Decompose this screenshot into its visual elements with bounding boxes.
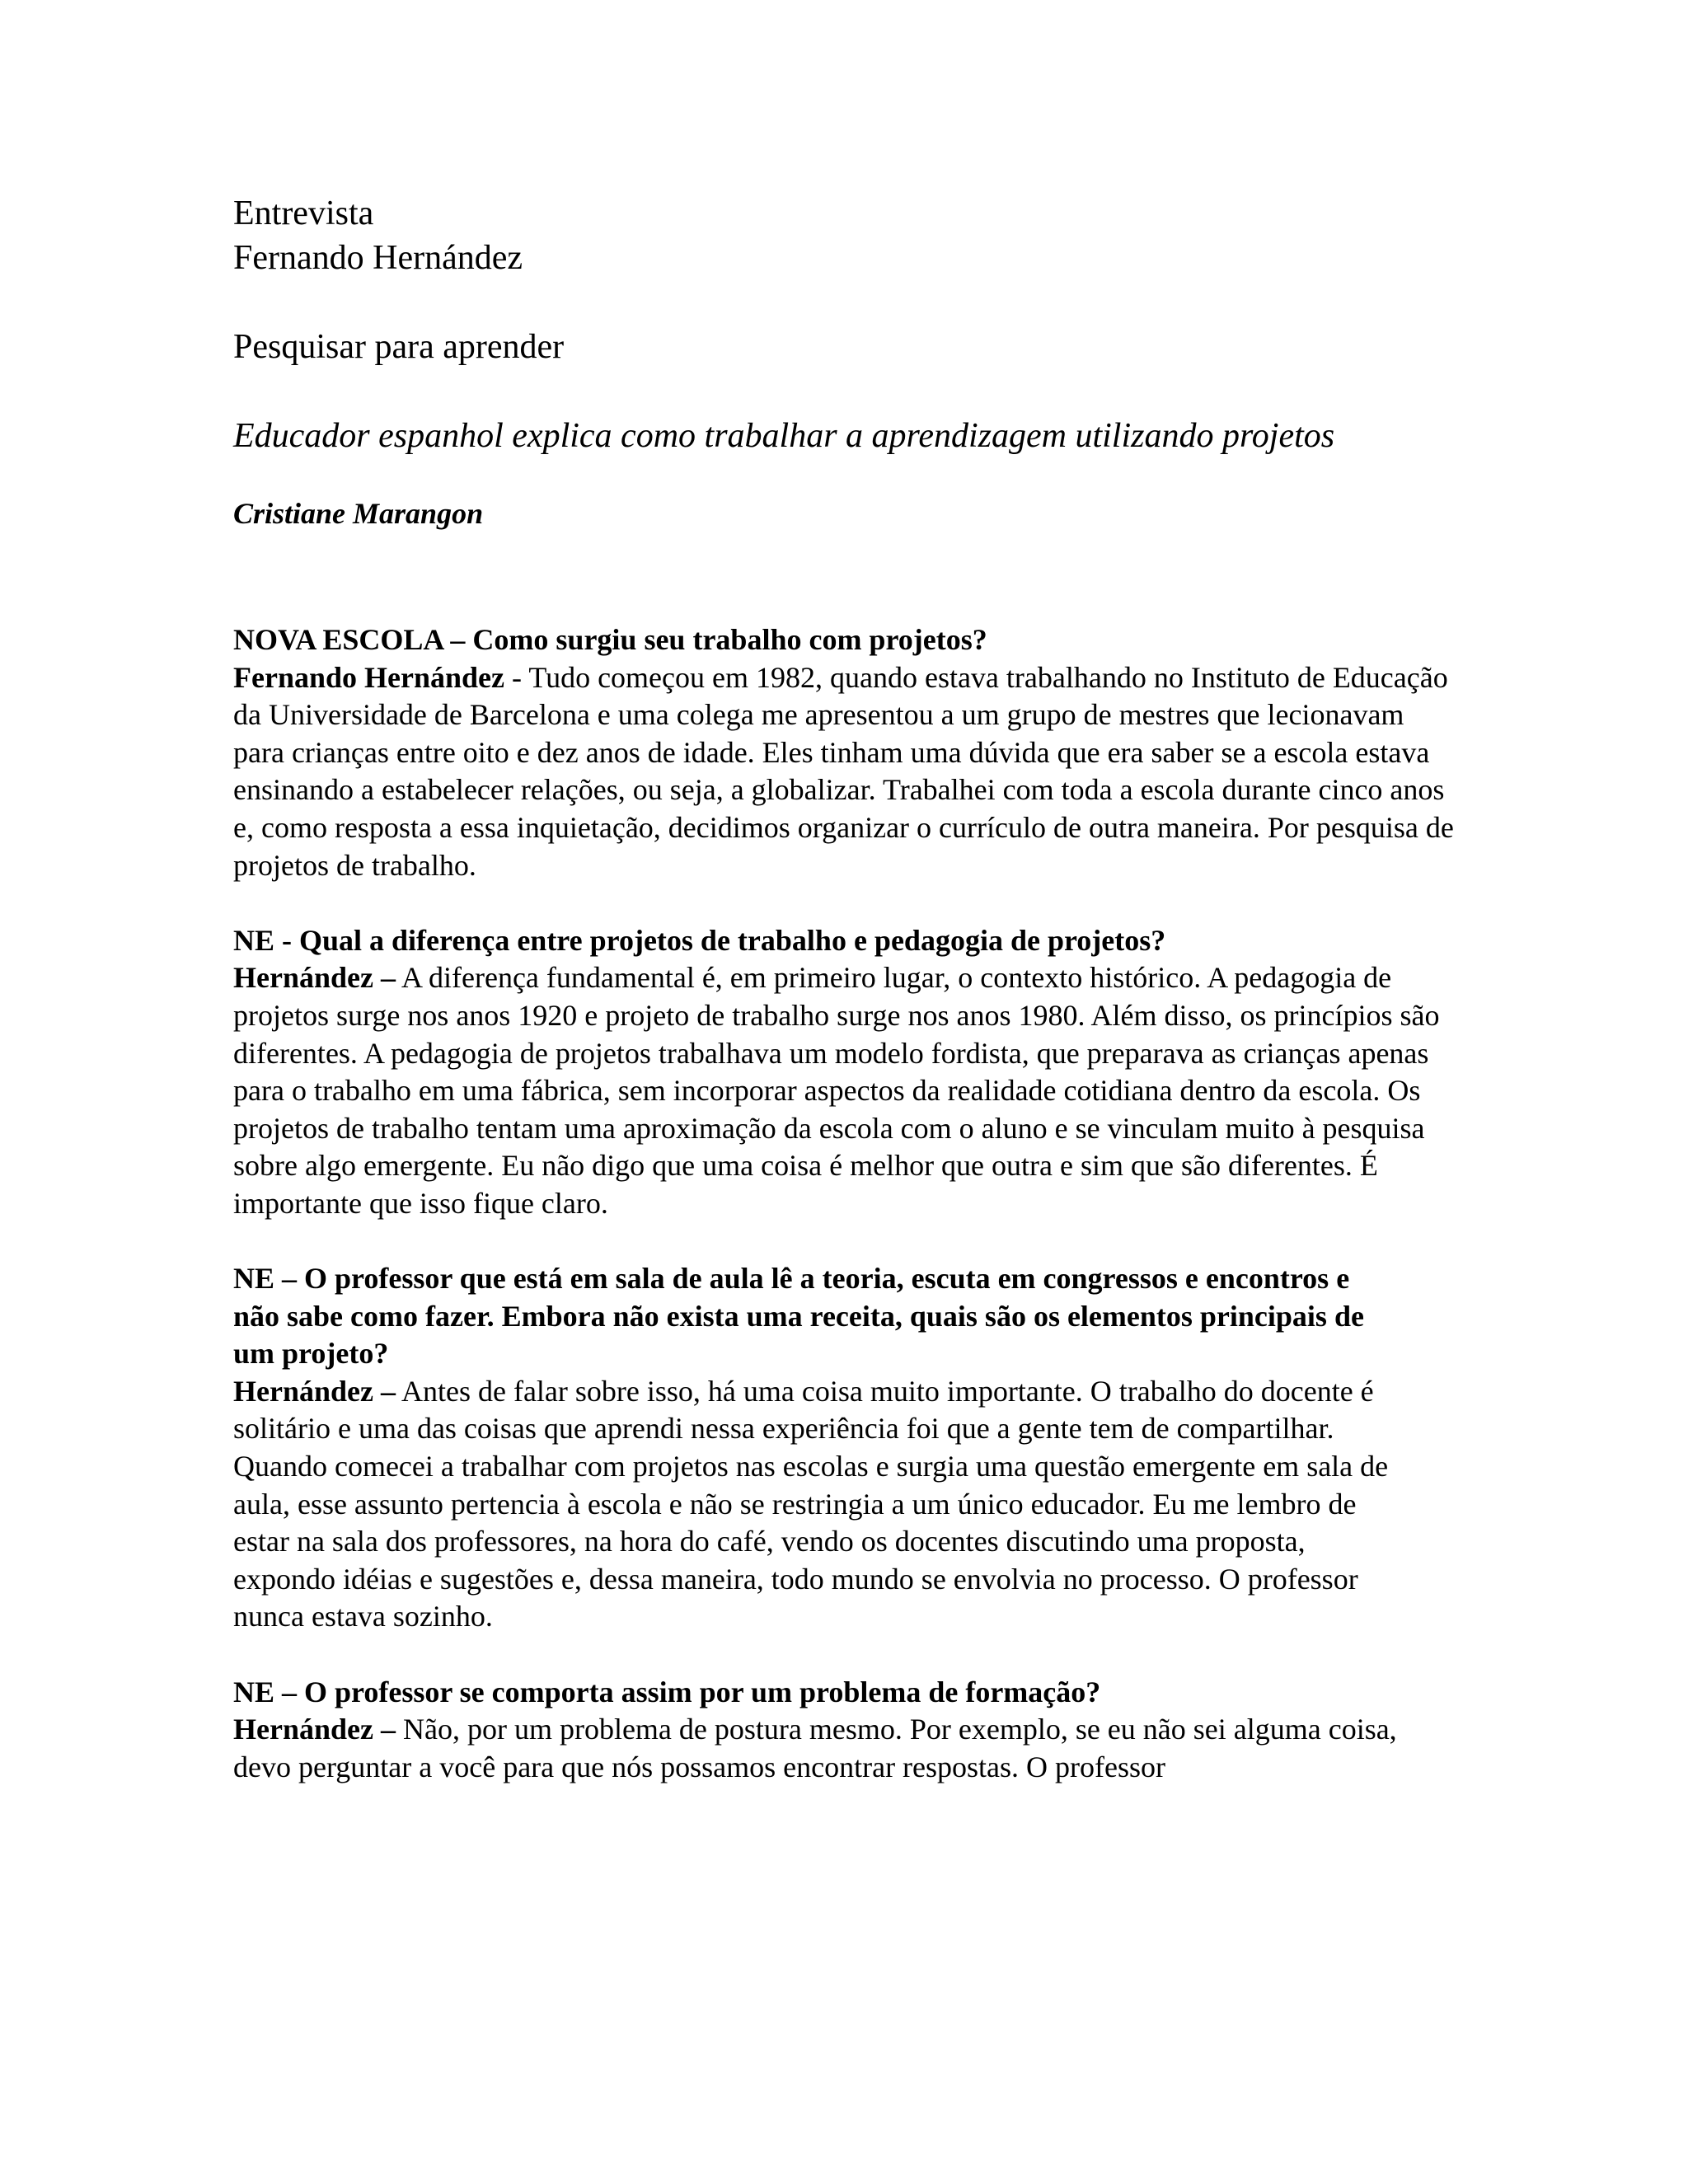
interview-answer [233,1711,1445,1786]
answer-text: Não, por um problema de postura mesmo. Por exemplo, se eu não sei alguma coisa, devo perguntar a você para que nós possamos encontrar respostas. O professor [233,1713,1397,1783]
answer-text: Antes de falar sobre isso, há uma coisa muito importante. O trabalho do docente é solitário e uma das coisas que aprendi nessa experiência foi que a gente tem de compartilhar. Quando comecei a trabalhar com projetos nas escolas e surgia uma questão emergente em sala de aula, esse assunto pertencia à escola e não se restringia a um único educador. Eu me lembro de estar na sala dos professores, na hora do café, vendo os docentes discutindo uma proposta, expondo idéias e sugestões e, dessa maneira, todo mundo se envolvia no processo. O professor nunca estava sozinho. [233,1374,1389,1633]
interview-answer [233,959,1470,1222]
answer-text: A diferença fundamental é, em primeiro lugar, o contexto histórico. A pedagogia de projetos surge nos anos 1920 e projeto de trabalho surge nos anos 1980. Além disso, os princípios são diferentes. A pedagogia de projetos trabalhava um modelo fordista, que preparava as crianças apenas para o trabalho em uma fábrica, sem incorporar aspectos da realidade cotidiana dentro da escola. Os projetos de trabalho tentam uma aproximação da escola com o aluno e se vinculam muito à pesquisa sobre algo emergente. Eu não digo que uma coisa é melhor que outra e sim que são diferentes. É importante que isso fique claro. [233,961,1440,1220]
author-byline: Cristiane Marangon [233,497,484,530]
interview-question: NOVA ESCOLA – Como surgiu seu trabalho com projetos? [233,623,987,656]
article-title: Pesquisar para aprender [233,328,565,366]
answer-text: - Tudo começou em 1982, quando estava trabalhando no Instituto de Educação da Universidade de Barcelona e uma colega me apresentou a um grupo de mestres que lecionavam para crianças entre oito e dez anos de idade. Eles tinham uma dúvida que era saber se a escola estava ensinando a estabelecer relações, ou seja, a globalizar. Trabalhei com toda a escola durante cinco anos e, como resposta a essa inquietação, decidimos organizar o currículo de outra maneira. Por pesquisa de projetos de trabalho. [233,660,1454,882]
interview-block [233,1260,1395,1636]
interview-block [233,621,1461,884]
document-page [233,191,1470,1786]
interviewee-name: Fernando Hernández [233,239,523,277]
interview-question: NE – O professor se comporta assim por um problema de formação? [233,1675,1101,1708]
interview-answer [233,659,1461,885]
interview-question: NE - Qual a diferença entre projetos de trabalho e pedagogia de projetos? [233,923,1166,957]
article-subtitle: Educador espanhol explica como trabalhar a aprendizagem utilizando projetos [233,417,1335,455]
answer-speaker: Fernando Hernández [233,660,504,694]
interview-block [233,1674,1445,1787]
answer-speaker: Hernández – [233,961,396,995]
interview-answer [233,1373,1395,1636]
answer-speaker: Hernández – [233,1713,396,1746]
doc-type-label: Entrevista [233,194,374,232]
interview-block [233,922,1470,1223]
interview-question: NE – O professor que está em sala de aula lê a teoria, escuta em congressos e encontros e não sabe como fazer. Embora não exista uma receita, quais são os elementos principais de um projeto? [233,1262,1364,1371]
answer-speaker: Hernández – [233,1374,396,1408]
